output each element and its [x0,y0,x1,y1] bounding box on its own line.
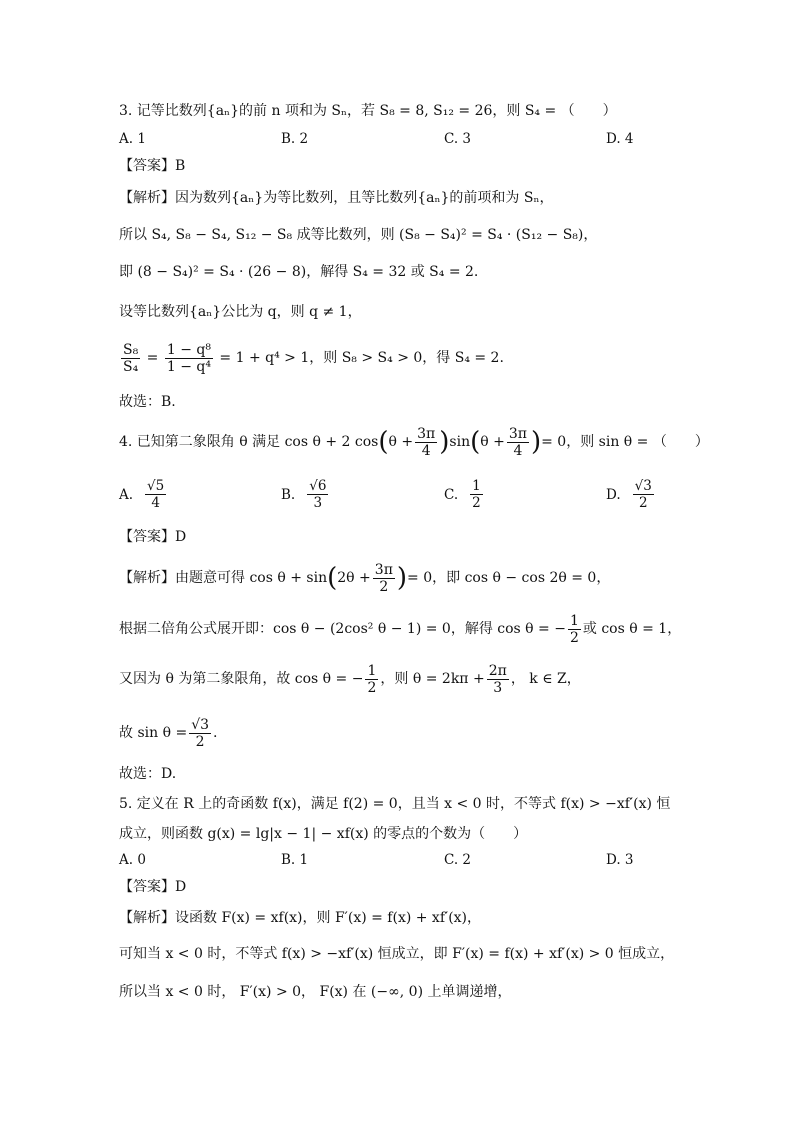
q3-analysis-line-4: 设等比数列{aₙ}公比为 q，则 q ≠ 1， [119,304,362,320]
q3-options [119,131,679,151]
q3-ratio-lhs: $\frac{\text{S₈}}{\text{S₄}}$ [123,341,139,375]
q5-option-a: A. 0 [119,852,146,868]
q4-option-b: B. $\frac{√6}{3}$ [281,478,327,511]
q3-option-a: A. 1 [119,131,146,147]
q4-analysis-line-3: 又因为 θ 为第二象限角，故 cos θ = − $\frac{1}{2}$ ，则 θ = 2kπ + $\frac{2\pi}{3}$ ， k ∈ Z， [119,662,581,696]
q3-analysis-line-2: 所以 S₄, S₈ − S₄, S₁₂ − S₈ 成等比数列，则 (S₈ − S₄)² = S₄ · (S₁₂ − S₈)， [119,227,598,243]
q4-stem-frac-1: $\frac{3\pi}{4}$ [417,425,436,459]
q3-choose: 故选：B. [119,394,176,410]
q5-answer: 【答案】D [119,879,187,895]
q5-option-b: B. 1 [281,852,309,868]
q4-choose: 故选：D. [119,766,177,782]
q5-analysis-line-1: 【解析】设函数 F(x) = xf(x)，则 F′(x) = f(x) + xf′(x)， [119,910,482,926]
q4-option-a: A. $\frac{√5}{4}$ [119,478,165,511]
q5-stem-line-2: 成立，则函数 g(x) = lg|x − 1| − xf(x) 的零点的个数为（ ） [119,826,528,842]
q3-analysis-line-1: 【解析】因为数列{aₙ}为等比数列，且等比数列{aₙ}的前项和为 Sₙ， [119,190,554,206]
q3-stem: 3. 记等比数列{aₙ}的前 n 项和为 Sₙ，若 S₈ = 8, S₁₂ = 26，则 S₄ = （ ） [119,103,617,119]
q3-option-c: C. 3 [444,131,472,147]
q4-analysis-line-2: 根据二倍角公式展开即：cos θ − (2cos² θ − 1) = 0，解得 cos θ = − $\frac{1}{2}$ 或 cos θ = 1， [119,612,682,646]
q5-option-d: D. 3 [606,852,634,868]
q3-ratio-tail: = 1 + q⁴ > 1，则 S₈ > S₄ > 0，得 S₄ = 2. [219,350,504,366]
q3-answer: 【答案】B [119,158,186,174]
q3-ratio-rhs: $\frac{\text{1 − q⁸}}{\text{1 − q⁴}}$ [166,341,211,375]
q5-option-c: C. 2 [444,852,472,868]
q4-analysis-line-4: 故 sin θ = $\frac{√3}{2}$ . [119,716,218,750]
q4-stem: 4. 已知第二象限角 θ 满足 cos θ + 2 cos ( θ + $\frac{3\pi}{4}$ ) sin ( θ + $\frac{3\pi}{4}$ ) = 0，则 sin θ = （ ） [119,425,709,459]
q5-options [119,852,679,872]
q4-option-d: D. $\frac{√3}{2}$ [606,478,652,511]
q5-analysis-line-3: 所以当 x < 0 时， F′(x) > 0， F(x) 在 (−∞, 0) 上单调递增， [119,984,512,1000]
q4-option-c: C. $\frac{1}{2}$ [444,478,481,511]
q3-analysis-line-3: 即 (8 − S₄)² = S₄ · (26 − 8)，解得 S₄ = 32 或 S₄ = 2. [119,264,479,280]
q5-stem-line-1: 5. 定义在 R 上的奇函数 f(x)，满足 f(2) = 0，且当 x < 0 时，不等式 f(x) > −xf′(x) 恒 [119,796,671,812]
q4-options [119,478,679,518]
q3-option-b: B. 2 [281,131,309,147]
q3-ratio-line: $\frac{\text{S₈}}{\text{S₄}}$ = $\frac{\text{1 − q⁸}}{\text{1 − q⁴}}$ = 1 + q⁴ > 1，则 S₈ > S₄ > 0，得 S₄ = 2. [123,341,504,375]
q4-stem-frac-2: $\frac{3\pi}{4}$ [508,425,527,459]
q4-analysis-line-1: 【解析】由题意可得 cos θ + sin ( 2θ + $\frac{3\pi}{2}$ ) = 0，即 cos θ − cos 2θ = 0， [119,561,611,595]
q4-answer: 【答案】D [119,529,187,545]
q3-option-d: D. 4 [606,131,634,147]
q5-analysis-line-2: 可知当 x < 0 时，不等式 f(x) > −xf′(x) 恒成立，即 F′(x) = f(x) + xf′(x) > 0 恒成立， [119,946,675,962]
